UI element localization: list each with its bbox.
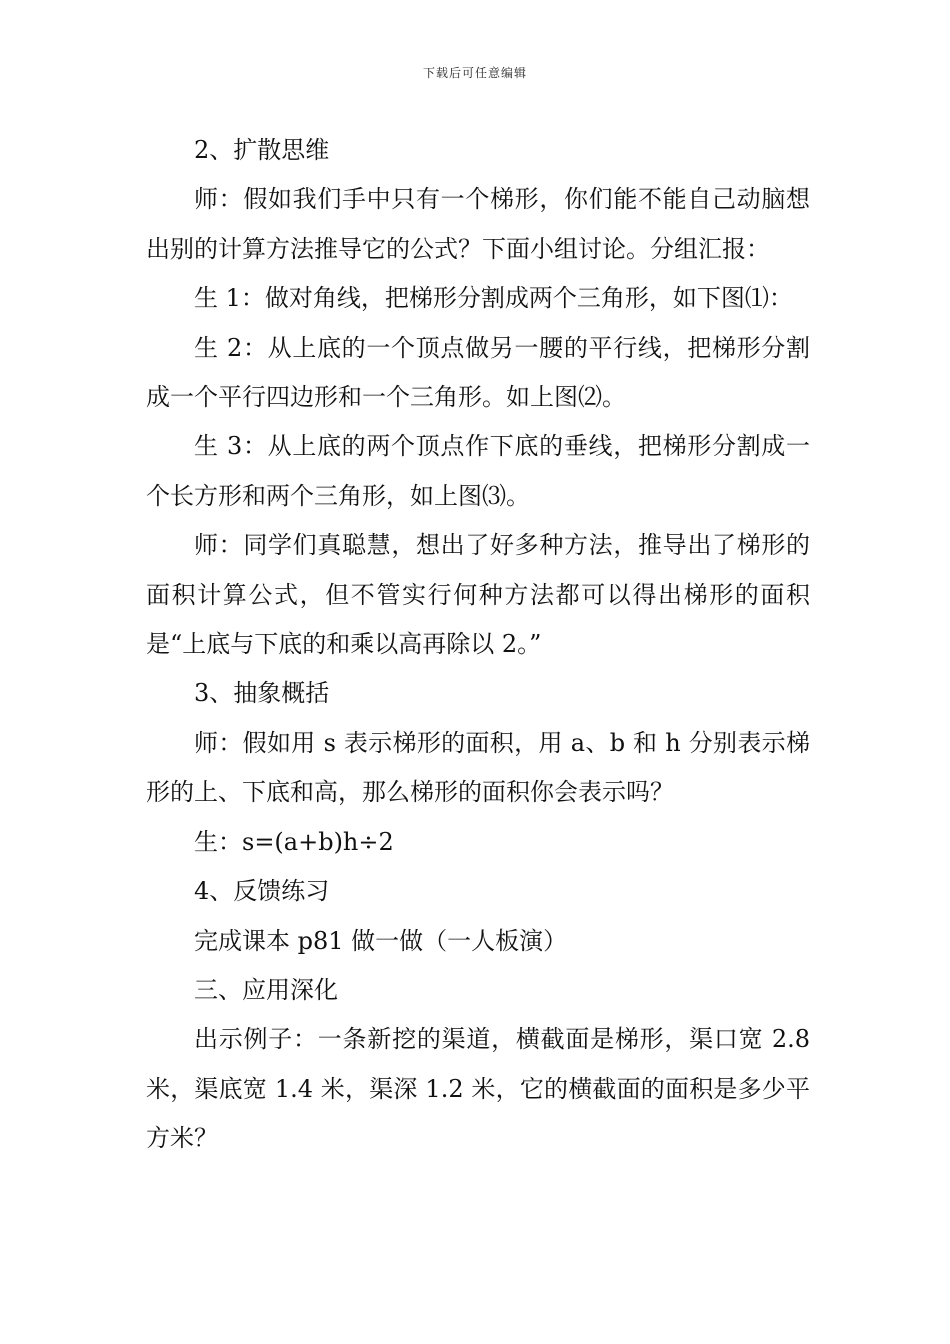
- section-heading-diverge-thinking: 2、扩散思维: [194, 136, 330, 164]
- example-problem-paragraph: 出示例子：一条新挖的渠道，横截面是梯形，渠口宽 2.8 米，渠底宽 1.4 米，渠深 1.2 米，它的横截面的面积是多少平方米？: [146, 1025, 810, 1153]
- teacher-summary-paragraph: 师：同学们真聪慧，想出了好多种方法，推导出了梯形的面积计算公式，但不管实行何种方法都可以得出梯形的面积是“上底与下底的和乘以高再除以 2。”: [146, 531, 810, 659]
- teacher-formula-question: 师：假如用 s 表示梯形的面积，用 a、b 和 h 分别表示梯形的上、下底和高，那么梯形的面积你会表示吗？: [146, 728, 810, 807]
- teacher-question-paragraph: 师：假如我们手中只有一个梯形，你们能不能自己动脑想出别的计算方法推导它的公式？下面小组讨论。分组汇报：: [146, 185, 810, 263]
- student-formula-answer: 生：s=(a+b)h÷2: [194, 827, 394, 856]
- exercise-paragraph: 完成课本 p81 做一做（一人板演）: [194, 926, 568, 955]
- section-heading-application: 三、应用深化: [194, 975, 338, 1004]
- section-heading-feedback: 4、反馈练习: [194, 877, 330, 906]
- section-heading-abstract: 3、抽象概括: [194, 679, 330, 708]
- page-header: 下载后可任意编辑: [422, 66, 527, 80]
- student-2-answer: 生 2：从上底的一个顶点做另一腰的平行线，把梯形分割成一个平行四边形和一个三角形。如上图⑵。: [146, 333, 810, 412]
- document-body: [146, 126, 810, 1164]
- student-3-answer: 生 3：从上底的两个顶点作下底的垂线，把梯形分割成一个长方形和两个三角形，如上图⑶。: [146, 432, 810, 510]
- student-1-answer: 生 1：做对角线，把梯形分割成两个三角形，如下图⑴：: [194, 284, 793, 313]
